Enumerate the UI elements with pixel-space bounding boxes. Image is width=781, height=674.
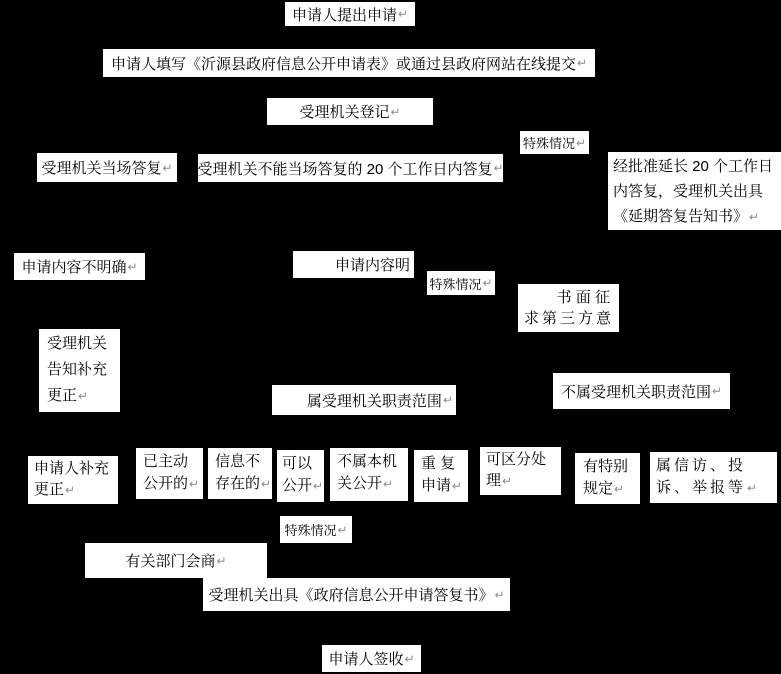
paragraph-mark: ↵ — [261, 477, 272, 491]
node-label-line: 有特别 — [583, 458, 629, 475]
paragraph-mark: ↵ — [576, 56, 588, 70]
node-label-line: 诉、举报等↵ — [656, 479, 761, 496]
paragraph-mark: ↵ — [502, 474, 513, 488]
node-label-line: 关公开↵ — [337, 475, 394, 492]
paragraph-mark: ↵ — [65, 483, 76, 497]
flow-node-already-public — [136, 448, 203, 499]
node-label: 申请人填写《沂源县政府信息公开申请表》或通过县政府网站在线提交 — [110, 55, 576, 73]
paragraph-mark: ↵ — [404, 651, 415, 666]
paragraph-mark: ↵ — [452, 479, 463, 493]
node-label: 受理机关登记 — [299, 104, 390, 121]
node-label: 属受理机关职责范围 — [306, 392, 442, 410]
paragraph-mark: ↵ — [383, 477, 394, 491]
node-label: 特殊情况 — [522, 136, 575, 151]
node-label: 申请人签收 — [328, 651, 404, 668]
paragraph-mark: ↵ — [127, 259, 138, 274]
flow-node-applicant-supplement — [28, 456, 118, 504]
node-label-line: 已主动 — [143, 453, 189, 470]
node-label-line: 属信访、投 — [656, 457, 747, 474]
flow-node-petition — [650, 452, 777, 503]
node-label-line: 重 复 — [421, 455, 456, 472]
paragraph-mark: ↵ — [575, 135, 587, 150]
node-label-line: 求第三方意 — [524, 310, 615, 327]
flow-node-department-consult — [85, 543, 267, 578]
flow-node-extension — [608, 152, 781, 230]
flow-node-submit — [285, 2, 415, 26]
node-label: 有关部门会商 — [125, 553, 216, 570]
node-label-line: 告知补充 — [47, 361, 108, 378]
node-label: 不属受理机关职责范围 — [560, 383, 711, 401]
flow-node-on-spot-reply — [37, 153, 177, 182]
paragraph-mark: ↵ — [711, 384, 723, 398]
node-label-line: 受理机关 — [47, 335, 108, 352]
paragraph-mark: ↵ — [482, 276, 493, 290]
flow-node-issue-reply — [203, 578, 510, 611]
paragraph-mark: ↵ — [749, 210, 760, 224]
node-label-line: 书 面 征 — [556, 289, 610, 306]
flow-node-notify-supplement — [39, 329, 120, 412]
node-label: 受理机关当场答复 — [41, 160, 162, 177]
flow-node-registration — [267, 98, 433, 125]
flow-label-special-case-2 — [427, 271, 495, 295]
node-label-line: 信息不 — [215, 453, 261, 470]
node-label: 申请内容不明确 — [21, 259, 127, 276]
node-label: 申请人提出申请 — [291, 6, 397, 24]
paragraph-mark: ↵ — [747, 481, 761, 495]
flow-node-unclear-content — [14, 253, 145, 280]
node-label-line: 申请↵ — [421, 477, 463, 494]
paragraph-mark: ↵ — [216, 553, 227, 568]
paragraph-mark: ↵ — [494, 587, 505, 602]
node-label-line: 公开↵ — [282, 477, 324, 494]
node-label-line: 理↵ — [486, 472, 513, 489]
node-label-line: 经批准延长 20 个工作日 — [613, 158, 774, 175]
flow-label-special-case-1 — [520, 131, 589, 154]
flow-label-special-case-3 — [280, 516, 352, 543]
paragraph-mark: ↵ — [493, 161, 504, 175]
node-label-line: 公开的↵ — [143, 475, 200, 492]
node-label-line: 更正↵ — [34, 481, 76, 498]
flow-node-separable — [480, 447, 561, 495]
node-label-line: 规定↵ — [583, 480, 625, 497]
flow-node-clear-content — [293, 251, 414, 278]
flow-node-fill-form — [103, 49, 595, 77]
flow-node-not-this-organ — [330, 448, 408, 501]
node-label-line: 不属本机 — [337, 453, 398, 470]
node-label: 特殊情况 — [429, 276, 482, 292]
paragraph-mark: ↵ — [614, 482, 625, 496]
flow-node-sign-receipt — [322, 645, 421, 672]
paragraph-mark: ↵ — [442, 393, 453, 407]
node-label-line: 可区分处 — [486, 451, 547, 468]
flow-node-info-not-exist — [208, 448, 272, 499]
node-label: 特殊情况 — [284, 523, 337, 538]
flow-node-third-party — [518, 284, 619, 332]
paragraph-mark: ↵ — [337, 522, 348, 537]
node-label-line: 可以 — [282, 455, 313, 472]
paragraph-mark: ↵ — [397, 7, 409, 21]
node-label-line: 《延期答复告知书》↵ — [613, 208, 760, 225]
flow-node-repeat-request — [414, 450, 468, 502]
node-label-line: 申请人补充 — [34, 460, 110, 477]
node-label-line: 存在的↵ — [215, 475, 272, 492]
paragraph-mark: ↵ — [313, 479, 324, 493]
node-label: 申请内容明 — [334, 257, 410, 274]
node-label: 受理机关出具《政府信息公开申请答复书》 — [208, 587, 494, 604]
node-label: 受理机关不能当场答复的 20 个工作日内答复 — [197, 160, 493, 178]
paragraph-mark: ↵ — [162, 160, 173, 175]
paragraph-mark: ↵ — [189, 477, 200, 491]
flow-node-within-scope — [272, 385, 456, 415]
paragraph-mark: ↵ — [78, 389, 89, 403]
node-label-line: 更正↵ — [47, 387, 89, 404]
paragraph-mark: ↵ — [390, 104, 401, 119]
flow-node-not-within-scope — [553, 373, 730, 409]
node-label-line: 内答复，受理机关出具 — [613, 183, 764, 200]
flow-node-within-20-days — [198, 154, 503, 182]
flow-node-can-be-public — [277, 450, 324, 502]
flow-node-special-rules — [575, 453, 640, 504]
